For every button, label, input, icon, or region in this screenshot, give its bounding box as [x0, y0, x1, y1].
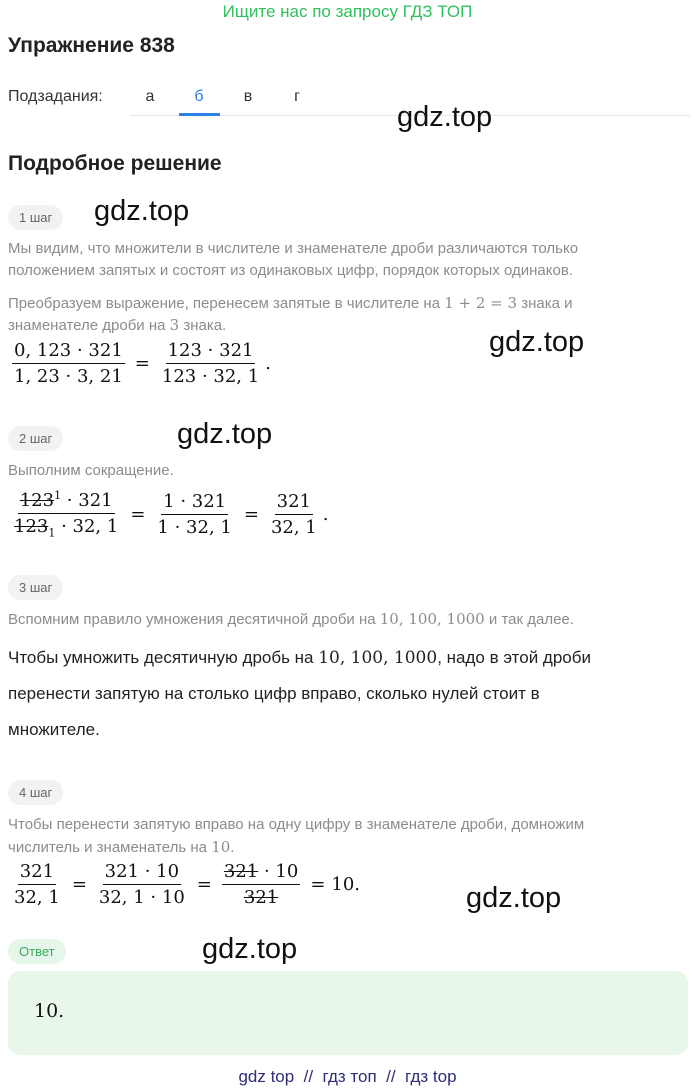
fraction	[269, 491, 319, 538]
numerator: 321 · 10	[103, 861, 181, 885]
tab-a[interactable]: а	[145, 88, 155, 105]
denominator: 32, 1 · 10	[98, 887, 185, 908]
period: .	[265, 353, 271, 374]
step-2-formula	[8, 489, 328, 540]
answer-badge: Ответ	[8, 939, 66, 964]
rule-math-inline: 10, 100, 1000	[318, 648, 438, 668]
result: 10.	[331, 874, 361, 895]
watermark: gdz.top	[202, 933, 298, 965]
step-4-text: Чтобы перенести запятую вправо на одну цифру в знаменателе дроби, домножим	[8, 816, 585, 833]
step-1-text-3	[8, 314, 688, 337]
superscript: 1	[54, 489, 62, 502]
numerator-rest: · 321	[61, 490, 113, 511]
fraction	[155, 491, 233, 538]
denominator-rest: · 32, 1	[55, 516, 119, 537]
fraction	[160, 340, 261, 387]
step-1-math-inline: 1 + 2 = 3	[444, 294, 518, 312]
subtasks-label: Подзадания:	[8, 88, 103, 105]
step-4-text-2a: числитель и знаменатель на	[8, 839, 212, 856]
step-4-formula	[8, 861, 360, 908]
equals-sign: =	[196, 874, 212, 895]
answer-box	[8, 971, 688, 1055]
numerator: 123 · 321	[166, 340, 256, 364]
denominator	[12, 514, 120, 540]
step-1-text: Мы видим, что множители в числителе и знаменателе дроби различаются только положением запятых и состоят из одинаковых цифр, порядок которых одинаков.	[8, 240, 579, 279]
subscript: 1	[48, 526, 56, 540]
fraction	[12, 340, 125, 387]
step-1-text-2b: знака и	[517, 295, 573, 312]
exercise-title: Упражнение 838	[8, 34, 175, 57]
denominator	[242, 885, 280, 908]
equals-sign: =	[310, 874, 326, 895]
search-banner: Ищите нас по запросу ГДЗ ТОП	[222, 2, 473, 21]
step-3-rule-line-2: перенести запятую на столько цифр вправо, сколько нулей стоит в	[8, 684, 540, 703]
equals-sign: =	[130, 503, 146, 525]
period: .	[322, 503, 329, 525]
step-4-text-2	[8, 836, 688, 859]
step-3-math-inline: 10, 100, 1000	[379, 610, 485, 628]
step-1-text-3b: знака.	[179, 317, 227, 334]
numerator	[18, 489, 115, 514]
step-1-badge: 1 шаг	[8, 205, 63, 230]
active-tab-indicator	[179, 113, 220, 116]
watermark: gdz.top	[466, 882, 562, 914]
rule-text-a: Чтобы умножить десятичную дробь на	[8, 648, 319, 667]
denominator: 1, 23 · 3, 21	[14, 366, 123, 387]
watermark: gdz.top	[94, 195, 190, 227]
numerator: 321	[275, 491, 313, 515]
numerator: 321	[18, 861, 56, 885]
answer-value: 10.	[34, 1000, 65, 1022]
step-4-text-2b: .	[230, 839, 235, 856]
step-2-badge: 2 шаг	[8, 426, 63, 451]
equals-sign: =	[71, 874, 87, 895]
step-1-text-2a: Преобразуем выражение, перенесем запятые в числителе на	[8, 295, 445, 312]
step-4-badge: 4 шаг	[8, 780, 63, 805]
equals-sign: =	[134, 353, 150, 374]
watermark: gdz.top	[177, 418, 273, 450]
tab-g[interactable]: г	[294, 88, 300, 105]
step-1-formula	[8, 340, 271, 387]
step-1-text-3a: знаменателе дроби на	[8, 317, 170, 334]
step-3-badge: 3 шаг	[8, 575, 63, 600]
denominator: 123 · 32, 1	[161, 366, 260, 387]
fraction	[12, 489, 120, 540]
step-4-math-inline: 10	[211, 838, 231, 856]
numerator: 1 · 321	[161, 491, 228, 515]
step-3-text	[8, 608, 688, 631]
watermark: gdz.top	[489, 326, 585, 358]
numerator	[222, 861, 300, 885]
fraction	[97, 861, 187, 908]
step-3-text-a: Вспомним правило умножения десятичной дроби на	[8, 611, 380, 628]
denominator: 1 · 32, 1	[157, 516, 232, 538]
watermark: gdz.top	[397, 101, 493, 133]
numerator: 0, 123 · 321	[12, 340, 125, 364]
denominator: 32, 1	[270, 516, 317, 538]
step-1-math-inline-2: 3	[169, 316, 180, 334]
step-3-rule-line-3: множителе.	[8, 720, 100, 739]
step-3-text-b: и так далее.	[484, 611, 574, 628]
tab-v[interactable]: в	[243, 88, 253, 105]
rule-text-b: , надо в этой дроби	[437, 648, 591, 667]
tab-b[interactable]: б	[194, 88, 204, 105]
section-title: Подробное решение	[8, 152, 222, 175]
cancelled-factor: 123	[14, 516, 49, 537]
equals-sign: =	[243, 503, 259, 525]
numerator-rest: · 10	[258, 861, 299, 882]
cancelled-factor: 321	[223, 861, 259, 882]
fraction	[12, 861, 62, 908]
denominator: 32, 1	[14, 887, 60, 908]
cancelled-factor: 321	[243, 887, 279, 908]
step-1-text-2	[8, 292, 688, 315]
fraction	[222, 861, 300, 908]
footer-links[interactable]: gdz top // гдз топ // гдз top	[238, 1067, 457, 1086]
cancelled-factor: 123	[19, 490, 55, 511]
step-2-text: Выполним сокращение.	[8, 462, 174, 479]
step-3-rule-line-1	[8, 640, 688, 676]
